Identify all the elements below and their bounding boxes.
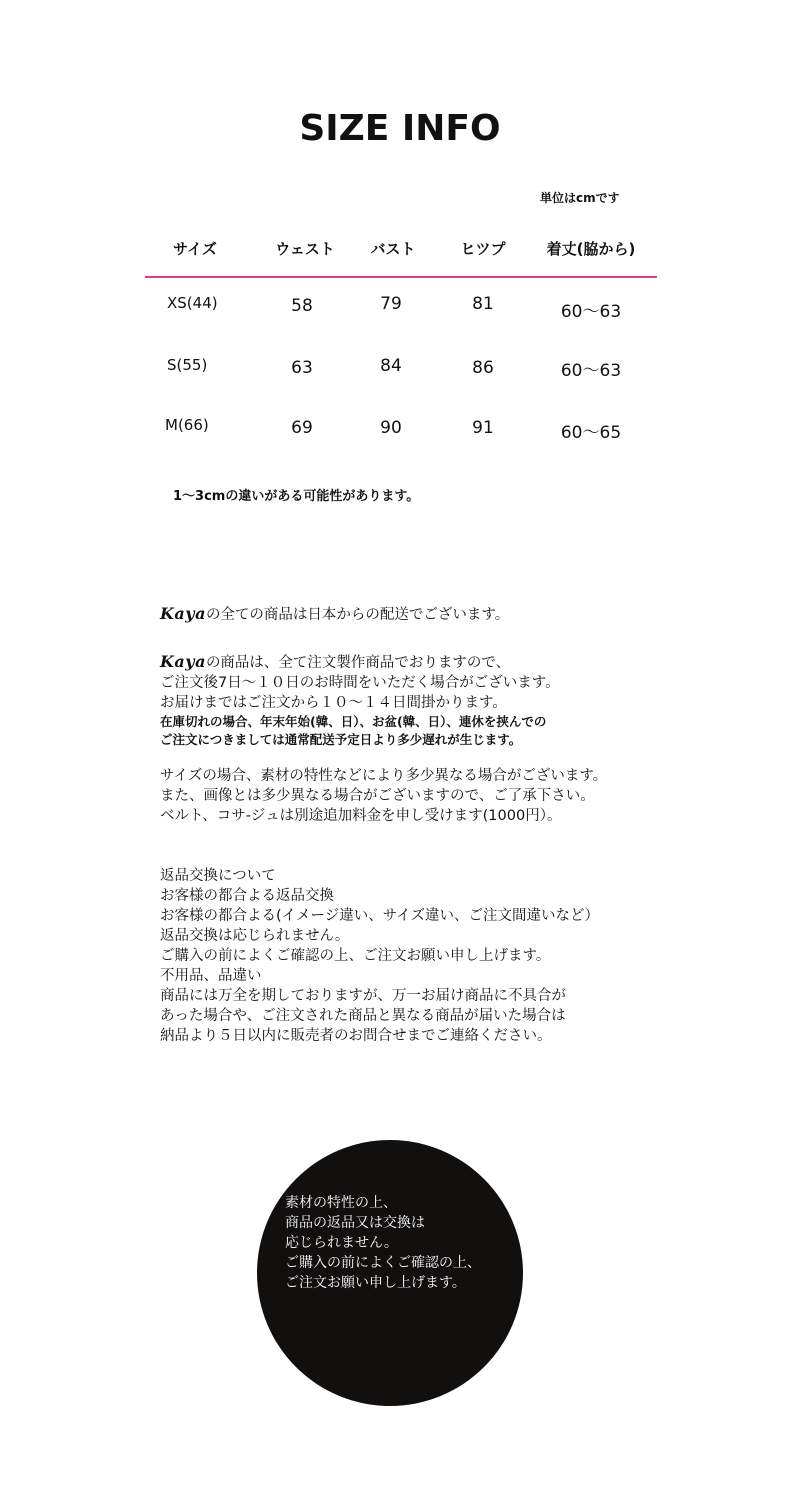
hip-cell: 86: [472, 358, 494, 378]
production-notice: [160, 652, 720, 749]
size-note-line: ベルト、コサ-ジュは別途追加料金を申し受けます(1000円）。: [160, 808, 562, 824]
returns-line: 納品より５日以内に販売者のお問合せまでご連絡ください。: [160, 1028, 552, 1044]
production-line: 在庫切れの場合、年末年始(韓、日）、お盆(韓、日）、連休を挟んでの: [160, 714, 547, 729]
length-cell: 60〜63: [560, 302, 622, 322]
header-hip: ヒツプ: [460, 240, 506, 258]
production-line: お届けまではご注文から１０〜１４日間掛かります。: [160, 695, 507, 711]
returns-line: 返品交換は応じられません。: [160, 928, 350, 944]
shipping-text: の全ての商品は日本からの配送でございます。: [205, 607, 510, 623]
table-row: [145, 294, 657, 324]
production-line: ご注文後7日〜１０日のお時間をいただく場合がございます。: [160, 675, 560, 691]
measurement-tolerance-note: 1〜3cmの違いがある可能性があります。: [173, 489, 420, 504]
table-row: [145, 416, 657, 446]
circle-line: 商品の返品又は交換は: [285, 1215, 425, 1231]
brand-logo: Kaya: [160, 604, 206, 623]
waist-cell: 63: [291, 358, 313, 378]
returns-line: ご購入の前によくご確認の上、ご注文お願い申し上げます。: [160, 948, 551, 964]
size-cell: XS(44): [167, 294, 218, 312]
production-line: ご注文につきましては通常配送予定日より多少遅れが生じます。: [160, 732, 522, 747]
table-header: [145, 226, 657, 266]
length-cell: 60〜65: [560, 423, 622, 443]
header-waist: ウェスト: [275, 240, 335, 258]
size-cell: S(55): [167, 356, 208, 374]
header-size: サイズ: [173, 240, 217, 258]
size-cell: M(66): [165, 416, 209, 434]
returns-line: お客様の都合よる(イメージ違い、サイズ違い、ご注文間違いなど）: [160, 908, 600, 924]
hip-cell: 91: [472, 418, 494, 438]
size-table: [145, 226, 657, 443]
size-note-line: また、画像とは多少異なる場合がございますので、ご了承下さい。: [160, 788, 595, 804]
waist-cell: 58: [291, 296, 313, 316]
returns-line: 商品には万全を期しておりますが、万一お届け商品に不具合が: [160, 988, 566, 1004]
brand-logo: Kaya: [160, 652, 206, 671]
returns-line: お客様の都合よる返品交換: [160, 888, 334, 904]
circle-line: ご注文お願い申し上げます。: [285, 1275, 466, 1291]
size-note-line: サイズの場合、素材の特性などにより多少異なる場合がございます。: [160, 768, 608, 784]
size-notes: [160, 766, 720, 826]
circle-line: 応じられません。: [285, 1235, 398, 1251]
notice-circle-text: [285, 1193, 525, 1293]
returns-line: 不用品、品違い: [160, 968, 262, 984]
table-row: [145, 356, 657, 386]
header-divider: [145, 276, 657, 278]
length-cell: 60〜63: [560, 361, 622, 381]
returns-policy: [160, 866, 720, 1046]
returns-line: 返品交換について: [160, 868, 276, 884]
production-line: の商品は、全て注文製作商品でおりますので、: [205, 655, 511, 671]
hip-cell: 81: [472, 294, 494, 314]
returns-line: あった場合や、ご注文された商品と異なる商品が届いた場合は: [160, 1008, 566, 1024]
unit-note: 単位はcmです: [540, 191, 620, 205]
circle-line: ご購入の前によくご確認の上、: [285, 1255, 481, 1271]
page-title: SIZE INFO: [299, 108, 501, 149]
shipping-notice: [160, 604, 720, 625]
bust-cell: 79: [380, 294, 402, 314]
bust-cell: 90: [380, 418, 402, 438]
header-bust: バスト: [370, 240, 416, 258]
bust-cell: 84: [380, 356, 402, 376]
header-length: 着丈(脇から): [546, 240, 636, 258]
waist-cell: 69: [291, 418, 313, 438]
circle-line: 素材の特性の上、: [285, 1195, 397, 1211]
